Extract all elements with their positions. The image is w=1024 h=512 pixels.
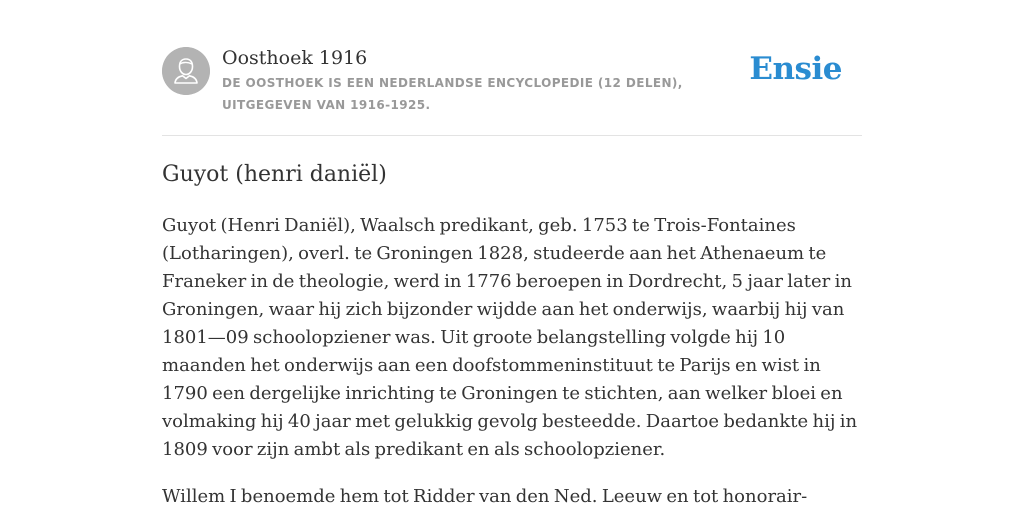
source-title[interactable]: Oosthoek 1916 — [222, 47, 368, 69]
article-paragraph: Willem I benoemde hem tot Ridder van den Ned. Leeuw en tot honorair- — [162, 486, 808, 507]
avatar-silhouette — [162, 47, 210, 95]
source-description: DE OOSTHOEK IS EEN NEDERLANDSE ENCYCLOPEDIE (12 DELEN), UITGEGEVEN VAN 1916-1925. — [222, 76, 683, 112]
page-container — [162, 0, 862, 507]
ensie-logo[interactable]: Ensie — [749, 51, 842, 87]
article-paragraph: Guyot (Henri Daniël), Waalsch predikant, geb. 1753 te Trois-Fontaines (Lotharingen), overl. te Groningen 1828, studeerde aan het Athenaeum te Franeker in de theologie, werd in 1776 beroepen in Dordrecht, 5 jaar later in Groningen, waar hij zich bijzonder wijdde aan het onderwijs, waarbij hij van 1801—09 schoolopziener was. Uit groote belangstelling volgde hij 10 maanden het onderwijs aan een doofstommeninstituut te Parijs en wist in 1790 een dergelijke inrichting te Groningen te stichten, aan welker bloei en volmaking hij 40 jaar met gelukkig gevolg besteedde. Daartoe bedankte hij in 1809 voor zijn ambt als predikant en als schoolopziener. — [162, 215, 858, 460]
user-avatar-icon[interactable] — [162, 47, 210, 95]
article-body — [162, 212, 862, 512]
source-header — [162, 0, 862, 136]
page-title: Guyot (henri daniël) — [162, 162, 387, 187]
